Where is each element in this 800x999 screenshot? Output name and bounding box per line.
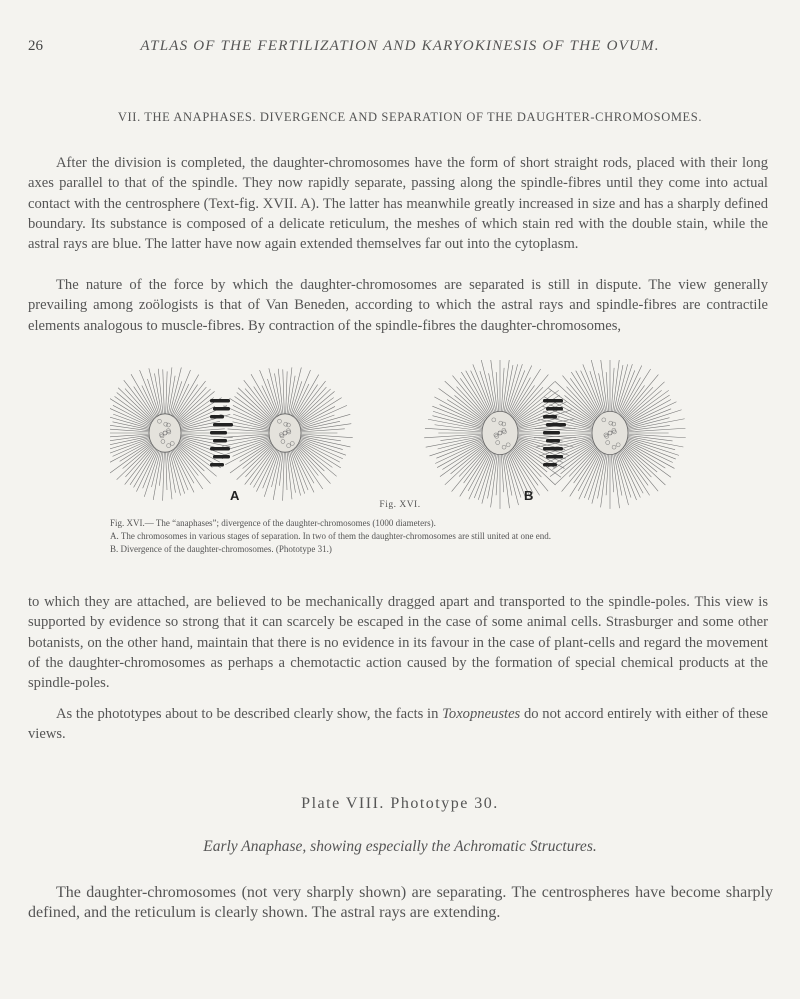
plate-subtitle: Early Anaphase, showing especially the Achromatic Structures. — [203, 838, 597, 855]
running-head: ATLAS OF THE FERTILIZATION AND KARYOKINESIS OF THE OVUM. — [140, 38, 660, 54]
figure-xvi-drawing — [110, 360, 690, 520]
paragraph-5: The daughter-chromosomes (not very sharply shown) are separating. The centrospheres have become sharply defined, and the reticulum is clearly shown. The astral rays are extending. — [28, 884, 773, 921]
figure-caption-line-3: B. Divergence of the daughter-chromosomes. (Phototype 31.) — [110, 544, 332, 554]
paragraph-2: The nature of the force by which the daughter-chromosomes are separated is still in dispute. The view generally prevailing among zoölogists is that of Van Beneden, according to which the astral rays and spindle-fibres are contractile elements analogous to muscle-fibres. By contraction of the spindle-fibres the daughter-chromosomes, — [28, 277, 768, 334]
figure-b-asters — [424, 360, 686, 509]
paragraph-4-text-a: As the phototypes about to be described clearly show, the facts in — [56, 706, 443, 722]
species-name: Toxopneustes — [442, 706, 521, 722]
paragraph-4-text-b: do not accord entirely with either of these views. — [28, 706, 768, 743]
figure-xvi-illustration — [110, 360, 690, 520]
page-number: 26 — [28, 38, 43, 54]
paragraph-1: After the division is completed, the daughter-chromosomes have the form of short straight rods, placed with their long axes parallel to that of the spindle. They now rapidly separate, passing along the spindle-fibres until they come into actual contact with the centrosphere (Text-fig. XVII. A). The latter has meanwhile greatly increased in size and has a sharply defined boundary. Its substance is composed of a delicate reticulum, the meshes of which stain red with the double stain, while the astral rays are blue. The latter have now again extended themselves far out into the cytoplasm. — [28, 155, 768, 253]
figure-label-b: B — [524, 488, 534, 503]
figure-caption-line-1: Fig. XVI.— The “anaphases”; divergence of the daughter-chromosomes (1000 diameters). — [110, 518, 436, 528]
figure-caption-line-2: A. The chromosomes in various stages of separation. In two of them the daughter-chromosomes are still united at one end. — [110, 531, 552, 541]
figure-title: Fig. XVI. — [379, 500, 421, 510]
paragraph-4 — [28, 704, 768, 745]
figure-label-a: A — [230, 488, 240, 503]
section-title: VII. THE ANAPHASES. DIVERGENCE AND SEPARATION OF THE DAUGHTER-CHROMOSOMES. — [117, 110, 703, 124]
aster-a-right — [218, 367, 353, 500]
figure-a-asters — [110, 367, 353, 500]
paragraph-3: to which they are attached, are believed to be mechanically dragged apart and transported to the spindle-poles. This view is supported by evidence so strong that it can scarcely be escaped in the case of some animal cells. Strasburger and some other botanists, on the other hand, maintain that there is no evidence in its favour in the case of plant-cells and regard the movement of the daughter-chromosomes as perhaps a chemotactic action caused by the formation of special chemical products at the spindle-poles. — [28, 594, 768, 692]
plate-title: Plate VIII. Phototype 30. — [301, 795, 499, 812]
